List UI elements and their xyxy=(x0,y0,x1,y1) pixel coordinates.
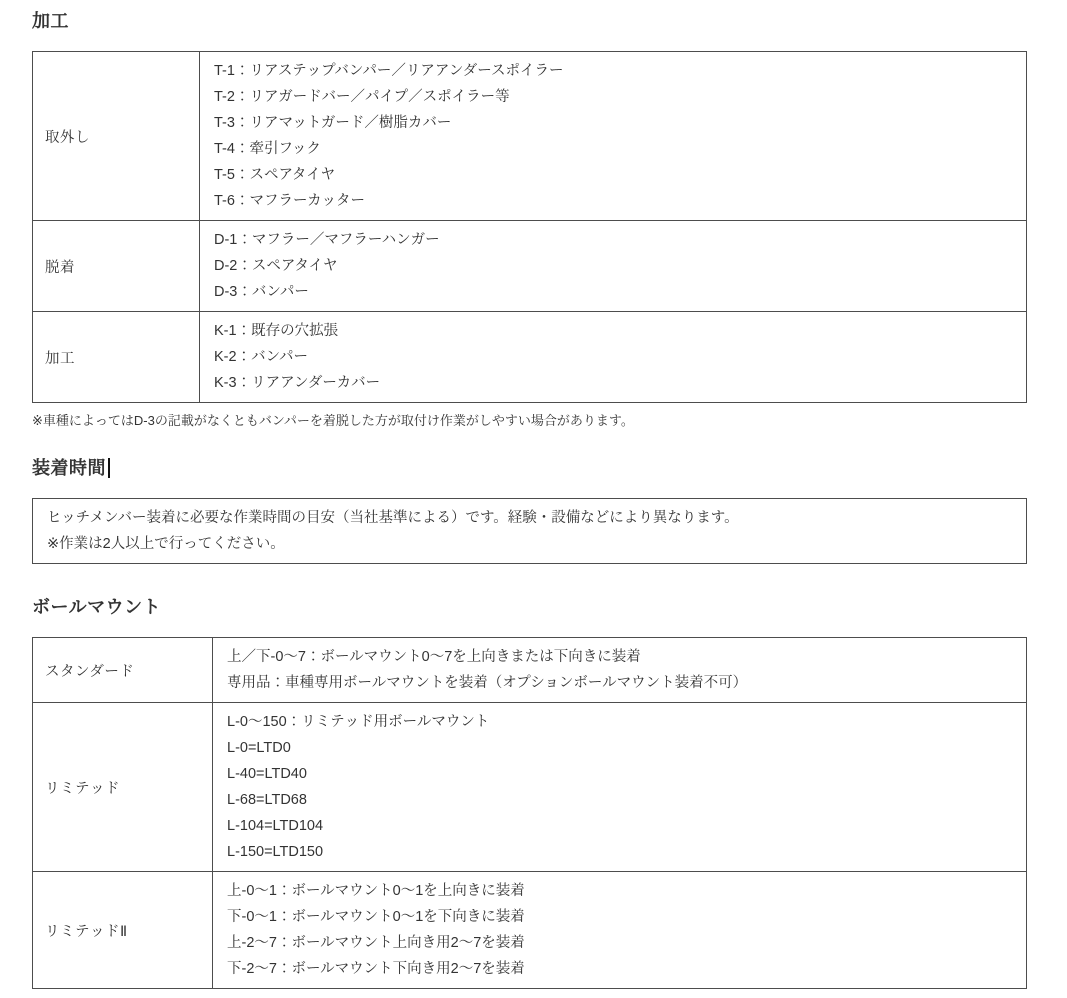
install-time-info-box xyxy=(32,498,1027,564)
spec-line: L-104=LTD104 xyxy=(227,818,324,835)
row-label-standard: スタンダード xyxy=(33,638,213,703)
spec-line: D-2：スペアタイヤ xyxy=(214,258,338,275)
info-line: ※作業は2人以上で行ってください。 xyxy=(47,535,285,552)
section-title-ballmount xyxy=(32,596,1027,619)
spec-line: T-1：リアステップバンパー／リアアンダースポイラー xyxy=(214,63,564,80)
spec-line: 下-0～1：ボールマウント0～1を下向きに装着 xyxy=(227,909,525,926)
spec-line: 上／下-0～7：ボールマウント0～7を上向きまたは下向きに装着 xyxy=(227,649,641,666)
spec-line: L-0～150：リミテッド用ボールマウント xyxy=(227,714,490,731)
spec-line: K-2：バンパー xyxy=(214,349,309,366)
spec-line: L-68=LTD68 xyxy=(227,792,307,809)
table-row-standard xyxy=(33,638,1027,703)
spec-line: 下-2～7：ボールマウント下向き用2～7を装着 xyxy=(227,961,525,978)
spec-line: L-40=LTD40 xyxy=(227,766,307,783)
ballmount-table xyxy=(32,637,1027,989)
row-content-limited2 xyxy=(213,872,1027,989)
section-title-install-time-text: 装着時間 xyxy=(32,457,106,478)
footnote-d3: ※車種によってはD-3の記載がなくともバンパーを着脱した方が取付け作業がしやすい場合があります。 xyxy=(32,413,634,429)
section-title-install-time xyxy=(32,457,1027,480)
spec-line: T-2：リアガードバー／パイプ／スポイラー等 xyxy=(214,89,510,106)
row-content-machining xyxy=(200,312,1027,403)
spec-line: L-150=LTD150 xyxy=(227,844,324,861)
spec-line: L-0=LTD0 xyxy=(227,740,291,757)
spec-line: K-3：リアアンダーカバー xyxy=(214,375,381,392)
spec-line: T-3：リアマットガード／樹脂カバー xyxy=(214,115,452,132)
info-line: ヒッチメンバー装着に必要な作業時間の目安（当社基準による）です。経験・設備などにより異なります。 xyxy=(47,509,739,526)
section-title-processing xyxy=(32,10,1027,33)
section-title-processing-text: 加工 xyxy=(32,11,69,31)
section-title-ballmount-text: ボールマウント xyxy=(32,596,162,617)
spec-line: 上-0～1：ボールマウント0～1を上向きに装着 xyxy=(227,883,525,900)
table-row-machining xyxy=(33,312,1027,403)
row-label-detach: 脱着 xyxy=(33,221,200,312)
spec-line: T-5：スペアタイヤ xyxy=(214,167,336,184)
spec-line: T-6：マフラーカッター xyxy=(214,193,366,210)
ballmount-table-wrap xyxy=(32,637,1027,989)
row-content-standard xyxy=(213,638,1027,703)
spec-line: 上-2～7：ボールマウント上向き用2～7を装着 xyxy=(227,935,525,952)
row-content-limited xyxy=(213,703,1027,872)
row-label-limited: リミテッド xyxy=(33,703,213,872)
spec-line: D-1：マフラー／マフラーハンガー xyxy=(214,232,440,249)
table-row-detach xyxy=(33,221,1027,312)
text-cursor xyxy=(108,458,110,478)
processing-table xyxy=(32,51,1027,403)
row-content-detach xyxy=(200,221,1027,312)
row-label-removal: 取外し xyxy=(33,52,200,221)
row-label-limited2: リミテッドⅡ xyxy=(33,872,213,989)
table-row-limited xyxy=(33,703,1027,872)
spec-line: 専用品：車種専用ボールマウントを装着（オプションボールマウント装着不可） xyxy=(227,675,748,692)
processing-table-wrap xyxy=(32,51,1027,403)
table-row-limited2 xyxy=(33,872,1027,989)
spec-line: K-1：既存の穴拡張 xyxy=(214,323,339,340)
table-row-removal xyxy=(33,52,1027,221)
row-content-removal xyxy=(200,52,1027,221)
row-label-machining: 加工 xyxy=(33,312,200,403)
spec-line: D-3：バンパー xyxy=(214,284,309,301)
spec-line: T-4：牽引フック xyxy=(214,141,321,158)
